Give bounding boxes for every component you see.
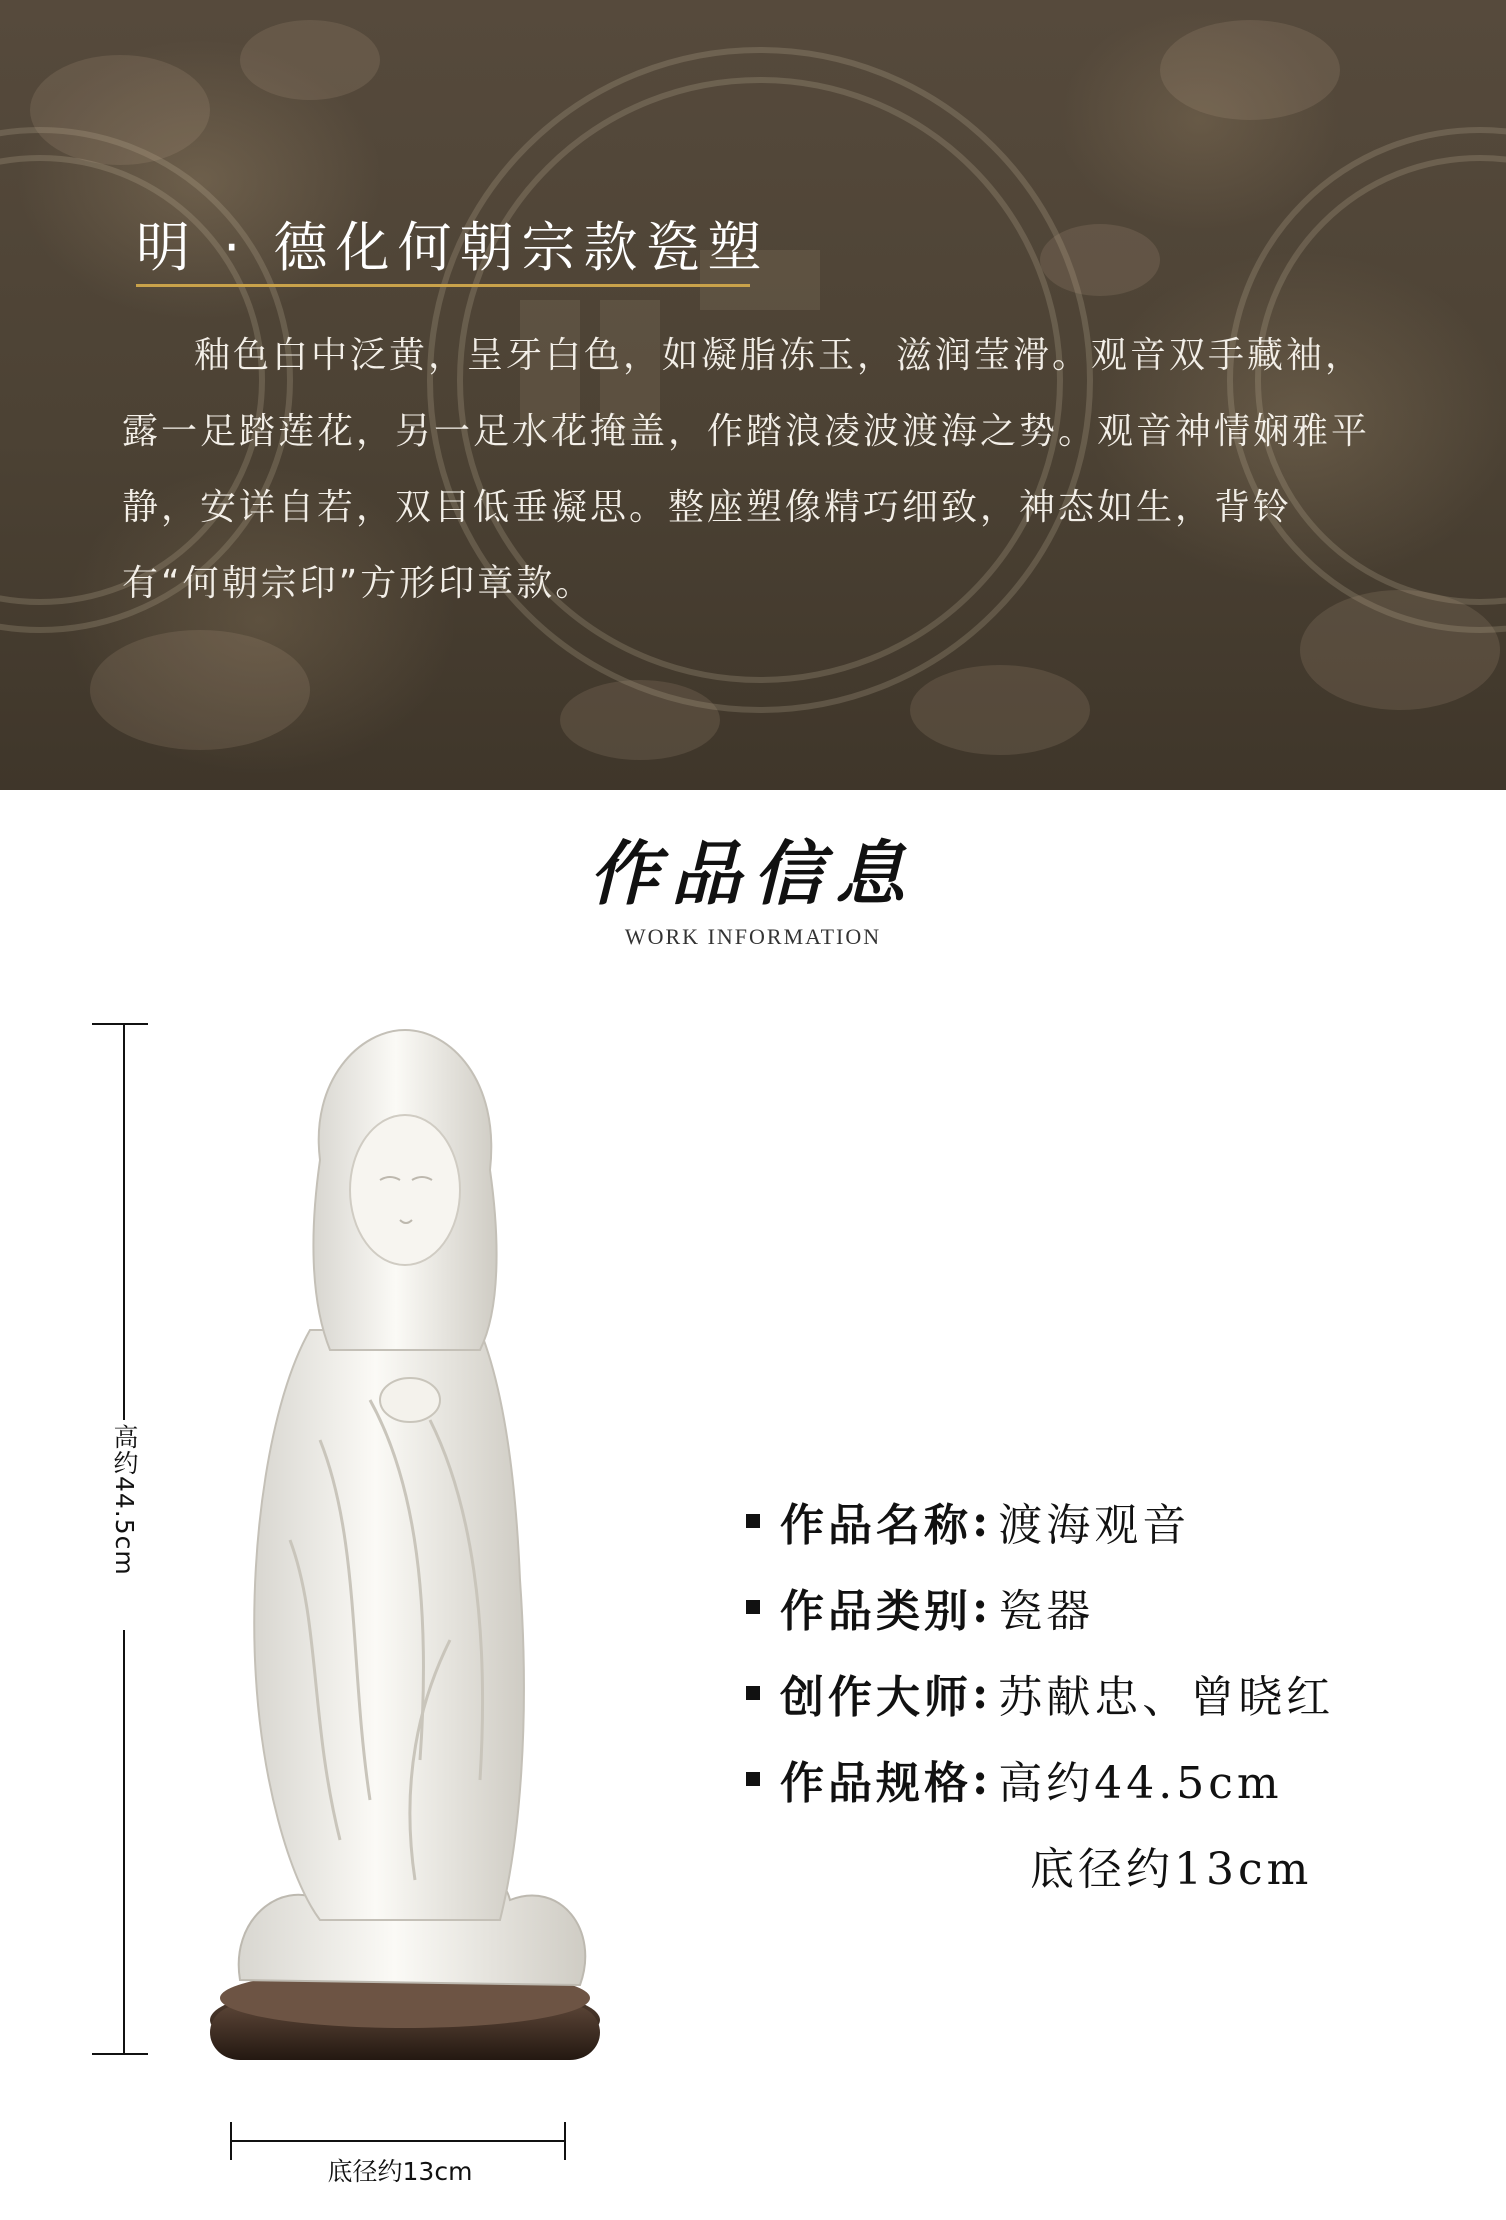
spec-key: 创作大师 (780, 1672, 972, 1723)
bullet-icon (746, 1514, 760, 1528)
bullet-icon (746, 1686, 760, 1700)
spec-size-extra: 底径约13cm (1030, 1844, 1313, 1895)
base-dimension-line (231, 2140, 565, 2142)
base-dimension-cap-left (230, 2122, 232, 2160)
spec-colon: : (972, 1753, 989, 1805)
spec-row-master (746, 1650, 1466, 1736)
spec-key: 作品类别 (780, 1586, 972, 1637)
guanyin-statue-image (200, 1020, 650, 2080)
spec-key: 作品规格 (780, 1758, 972, 1809)
base-dimension-cap-right (564, 2122, 566, 2160)
section-subheading: WORK INFORMATION (624, 924, 882, 949)
bullet-icon (746, 1600, 760, 1614)
height-dimension-cap-top (92, 1023, 148, 1025)
spec-colon: : (972, 1495, 989, 1547)
spec-colon: : (972, 1667, 989, 1719)
product-description: 釉色白中泛黄，呈牙白色，如凝脂冻玉，滋润莹滑。观音双手藏袖，露一足踏莲花，另一足水花掩盖，作踏浪凌波渡海之势。观音神情娴雅平静，安详自若，双目低垂凝思。整座塑像精巧细致，神态如生，背铃有“何朝宗印”方形印章款。 (122, 335, 1371, 604)
header-banner (0, 0, 1506, 790)
bullet-icon (746, 1772, 760, 1786)
spec-key: 作品名称 (780, 1500, 972, 1551)
spec-row-name (746, 1478, 1466, 1564)
height-dimension-cap-bottom (92, 2053, 148, 2055)
section-heading: 作品信息 (589, 832, 917, 915)
spec-row-size (746, 1736, 1466, 1822)
spec-row-category (746, 1564, 1466, 1650)
spec-value: 苏献忠、曾晓红 (998, 1672, 1335, 1723)
height-dimension-label: 高约44.5cm (110, 1424, 139, 1576)
spec-list (746, 1478, 1466, 1908)
spec-value: 高约44.5cm (998, 1758, 1283, 1809)
base-dimension-label: 底径约13cm (327, 2157, 473, 2186)
spec-value: 瓷器 (998, 1586, 1095, 1637)
page-title: 明 · 德化何朝宗款瓷塑 (136, 216, 770, 279)
spec-value: 渡海观音 (998, 1500, 1191, 1551)
title-underline (136, 284, 750, 287)
spec-colon: : (972, 1581, 989, 1633)
